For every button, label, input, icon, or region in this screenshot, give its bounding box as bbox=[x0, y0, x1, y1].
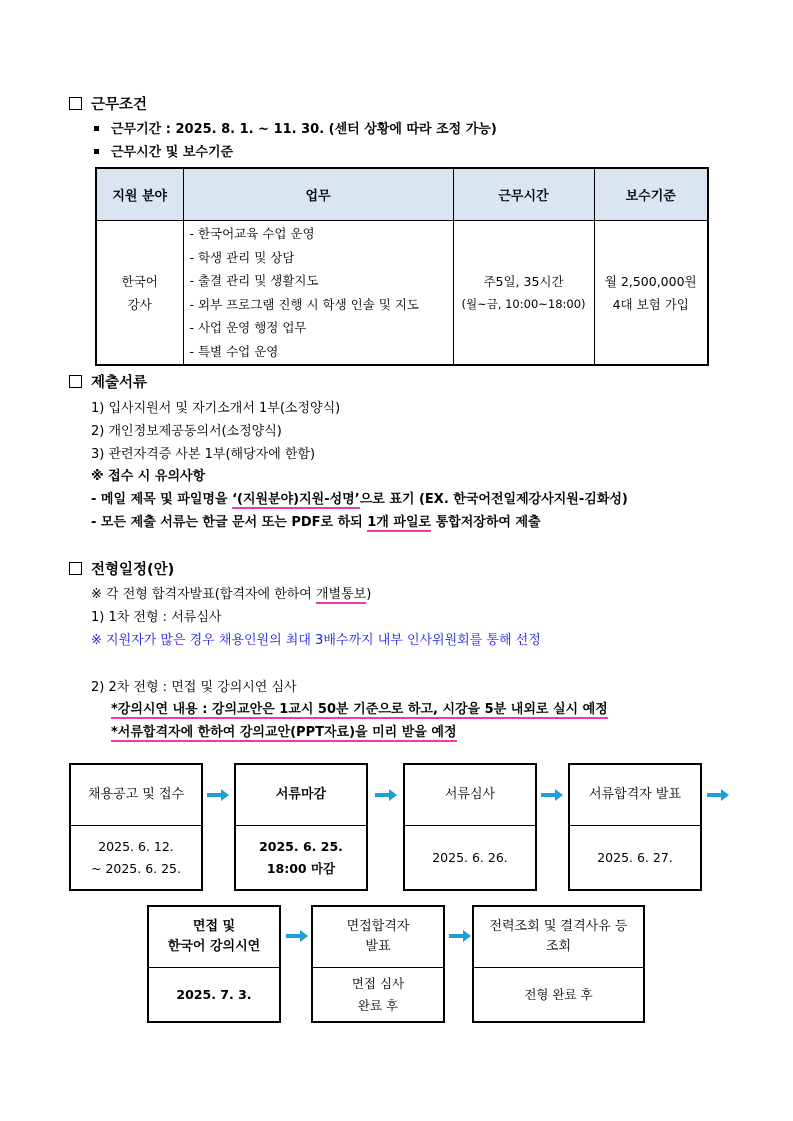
doc-note-2: - 모든 제출 서류는 한글 문서 또는 PDF로 하되 1개 파일로 통합저장하여 제출 bbox=[91, 515, 541, 530]
duty-item: - 한국어교육 수업 운영 bbox=[189, 226, 315, 241]
flow-step-2: 서류마감 2025. 6. 25. 18:00 마감 bbox=[234, 763, 368, 891]
flow-step-1: 채용공고 및 접수 2025. 6. 12. ~ 2025. 6. 25. bbox=[69, 763, 203, 891]
duty-item: - 사업 운영 행정 업무 bbox=[189, 320, 307, 335]
schedule-round1: 1) 1차 전형 : 서류심사 bbox=[91, 610, 222, 625]
cell-pay: 월 2,500,000원 4대 보험 가입 bbox=[594, 221, 708, 366]
arrow-right-icon bbox=[449, 930, 471, 942]
bullet-icon bbox=[94, 149, 99, 154]
duty-item: - 특별 수업 운영 bbox=[189, 343, 279, 359]
arrow-right-icon bbox=[286, 930, 308, 942]
flow-step-6: 면접합격자 발표 면접 심사 완료 후 bbox=[311, 905, 445, 1023]
checkbox-square-icon bbox=[69, 97, 82, 110]
header-pay: 보수기준 bbox=[594, 168, 708, 221]
work-conditions-table bbox=[95, 167, 709, 366]
doc-item: 3) 관련자격증 사본 1부(해당자에 한함) bbox=[91, 447, 316, 462]
doc-note-title: ※ 접수 시 유의사항 bbox=[91, 469, 206, 484]
flow-step-5: 면접 및 한국어 강의시연 2025. 7. 3. bbox=[147, 905, 281, 1023]
section-title-schedule: 전형일정(안) bbox=[69, 558, 174, 579]
duty-item: - 학생 관리 및 상담 bbox=[189, 249, 295, 265]
arrow-right-icon bbox=[707, 789, 729, 801]
checkbox-square-icon bbox=[69, 375, 82, 388]
header-hours: 근무시간 bbox=[453, 168, 594, 221]
cell-hours: 주5일, 35시간 (월~금, 10:00~18:00) bbox=[453, 221, 594, 366]
schedule-round2: 2) 2차 전형 : 면접 및 강의시연 심사 bbox=[91, 680, 297, 695]
schedule-round2-note2: *서류합격자에 한하여 강의교안(PPT자료)을 미리 받을 예정 bbox=[111, 725, 457, 740]
flow-step-7: 전력조회 및 결격사유 등 조회 전형 완료 후 bbox=[472, 905, 645, 1023]
doc-note-1: - 메일 제목 및 파일명을 ‘(지원분야)지원-성명’으로 표기 (EX. 한국어전일제강사지원-김화성) bbox=[91, 492, 628, 507]
schedule-round1-note: ※ 지원자가 많은 경우 채용인원의 최대 3배수까지 내부 인사위원회를 통해 선정 bbox=[91, 633, 541, 648]
checkbox-square-icon bbox=[69, 562, 82, 575]
work-period: 근무기간 : 2025. 8. 1. ~ 11. 30. (센터 상황에 따라 조정 가능) bbox=[94, 118, 497, 137]
flow-step-4: 서류합격자 발표 2025. 6. 27. bbox=[568, 763, 702, 891]
doc-item: 1) 입사지원서 및 자기소개서 1부(소정양식) bbox=[91, 401, 341, 416]
section-title-work: 근무조건 bbox=[69, 93, 147, 114]
cell-duties bbox=[183, 221, 453, 366]
arrow-right-icon bbox=[541, 789, 563, 801]
header-field: 지원 분야 bbox=[96, 168, 183, 221]
bullet-icon bbox=[94, 126, 99, 131]
duty-item: - 외부 프로그램 진행 시 학생 인솔 및 지도 bbox=[189, 296, 419, 312]
duty-item: - 출결 관리 및 생활지도 bbox=[189, 273, 319, 288]
header-duty: 업무 bbox=[183, 168, 453, 221]
section-title-docs: 제출서류 bbox=[69, 371, 147, 392]
flow-step-3: 서류심사 2025. 6. 26. bbox=[403, 763, 537, 891]
cell-field: 한국어 강사 bbox=[96, 221, 183, 366]
schedule-round2-note1: *강의시연 내용 : 강의교안은 1교시 50분 기준으로 하고, 시강을 5분 내외로 실시 예정 bbox=[111, 702, 608, 717]
work-hours-label: 근무시간 및 보수기준 bbox=[94, 141, 233, 160]
arrow-right-icon bbox=[375, 789, 397, 801]
schedule-announce: ※ 각 전형 합격자발표(합격자에 한하여 개별통보) bbox=[91, 587, 372, 602]
doc-item: 2) 개인정보제공동의서(소정양식) bbox=[91, 424, 282, 439]
arrow-right-icon bbox=[207, 789, 229, 801]
